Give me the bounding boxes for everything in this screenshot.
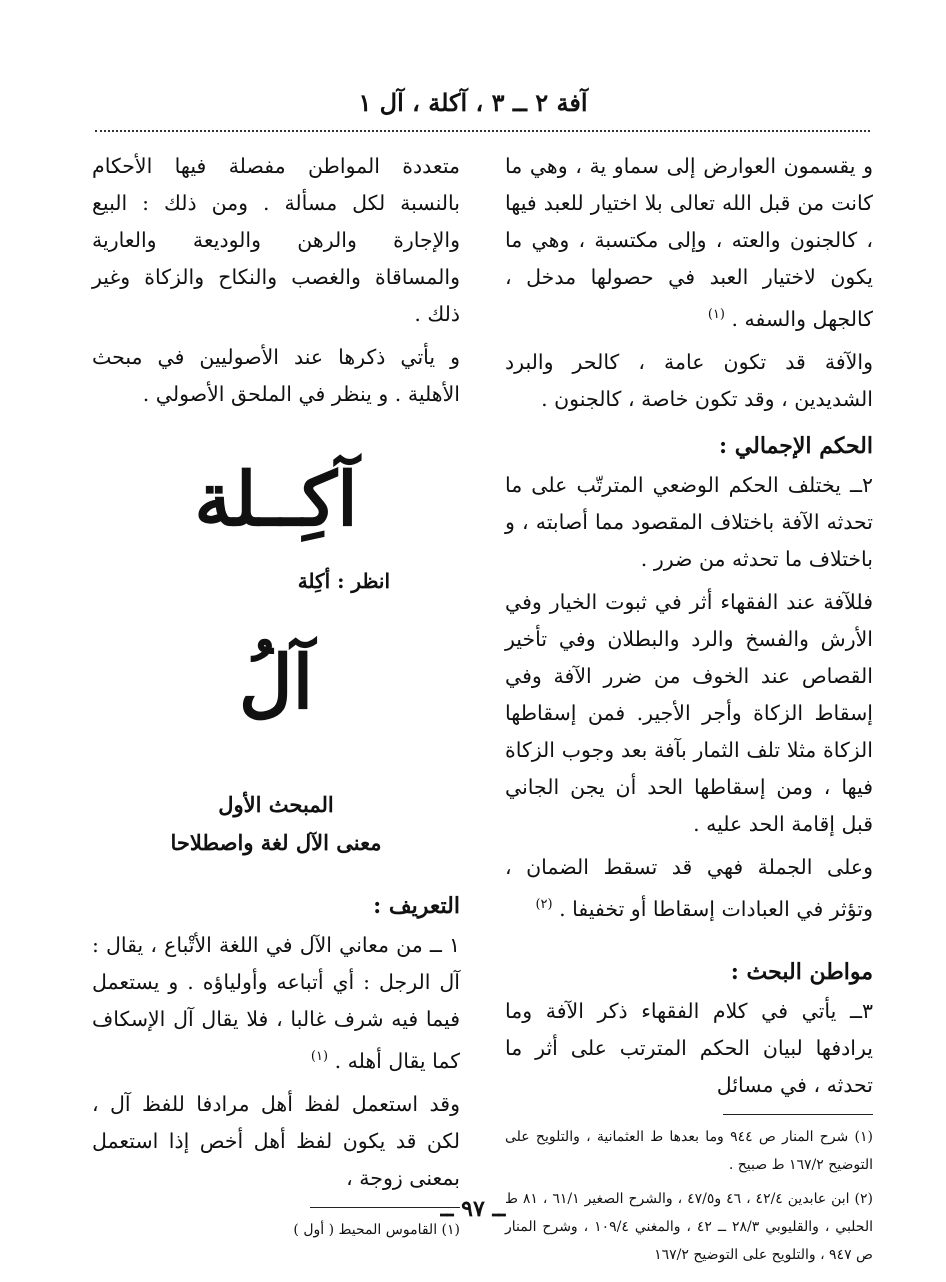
paragraph (505, 849, 873, 928)
paragraph: ٣ــ يأتي في كلام الفقهاء ذكر الآفة وما يرادفها لبيان الحكم المترتب على أثر ما تحدثه ، في مسائل (505, 998, 873, 1097)
right-column (505, 148, 873, 1275)
footnote-ref: (١) (310, 1049, 329, 1064)
entry-title: آكِــلة (194, 457, 358, 543)
footnote: (١) القاموس المحيط ( أول ) (293, 1221, 460, 1238)
paragraph: فللآفة عند الفقهاء أثر في ثبوت الخيار وفي الأرش والفسخ والرد والبطلان وفي تأخير القصاص عند الخوف من ضرر الآفة وفي إسقاط الزكاة وأجر الأجير. فمن إسقاطها الزكاة مثلا تلف الثمار بآفة بعد وجوب الزكاة فيها ، ومن إسقاطها الحد أن يجن الجاني قبل إقامة الحد عليه . (505, 589, 873, 836)
cross-reference: انظر : أكِلة (297, 569, 390, 593)
paragraph-text: ١ ــ من معاني الآل في اللغة الأتْباع ، يقال : آل الرجل : أي أتباعه وأولياؤه . و يستعمل فيما فيه شرف غالبا ، فلا يقال آل الإسكاف كما يقال أهله . (92, 933, 460, 1073)
paragraph: وقد استعمل لفظ أهل مرادفا للفظ آل ، لكن قد يكون لفظ أهل أخص إذا استعمل بمعنى زوجة ، (92, 1091, 460, 1190)
paragraph: و يأتي ذكرها عند الأصوليين في مبحث الأهلية . و ينظر في الملحق الأصولي . (92, 345, 460, 406)
paragraph (505, 148, 873, 338)
chapter-title: المبحث الأول (218, 792, 334, 817)
section-heading: التعريف : (373, 893, 460, 919)
footnote-ref: (٢) (535, 896, 553, 912)
left-column (92, 148, 460, 1250)
paragraph-text: وعلى الجملة فهي قد تسقط الضمان ، وتؤثر في العبادات إسقاطا أو تخفيفا . (505, 854, 873, 921)
header-dotted-rule (95, 130, 870, 132)
page-number: ــ ٩٧ ــ (440, 1196, 506, 1222)
paragraph-text: و يقسمون العوارض إلى سماو ية ، وهي ما كانت من قبل الله تعالى بلا اختيار للعبد فيها ، كالجنون والعته ، وإلى مكتسبة ، وهي ما يكون لاختيار العبد في حصولها مدخل ، كالجهل والسفه . (505, 154, 873, 331)
footnote: (٢) ابن عابدين ٤٢/٤ ، ٤٦ و٤٧/٥ ، والشرح الصغير ٦١/١ ، ٨١ ط الحلبي ، والقليوبي ٢٨/٣ ــ ٤٢ ، والمغني ١٠٩/٤ ، وشرح المنار ص ٩٤٧ ، والتلويح على التوضيح ١٦٧/٢ (505, 1190, 874, 1263)
footnote: (١) شرح المنار ص ٩٤٤ وما بعدها ط العثمانية ، والتلويح على التوضيح ١٦٧/٢ ط صبيح . (505, 1128, 873, 1173)
section-heading: مواطن البحث : (730, 958, 873, 985)
paragraph: والآفة قد تكون عامة ، كالحر والبرد الشديدين ، وقد تكون خاصة ، كالجنون . (505, 349, 873, 411)
footnote-rule (723, 1114, 873, 1115)
chapter-subtitle: معنى الآل لغة واصطلاحا (170, 830, 382, 855)
paragraph: متعددة المواطن مفصلة فيها الأحكام بالنسبة لكل مسألة . ومن ذلك : البيع والإجارة والرهن والوديعة والعارية والمساقاة والغصب والنكاح والزكاة وغير ذلك . (92, 154, 460, 326)
paragraph: ٢ــ يختلف الحكم الوضعي المترتّب على ما تحدثه الآفة باختلاف المقصود مما أصابته ، و باختلاف ما تحدثه من ضرر . (505, 472, 873, 571)
footnote-ref: (١) (707, 307, 725, 322)
section-heading: الحكم الإجمالي : (719, 432, 873, 459)
running-header: آفة ٢ ــ ٣ ، آكلة ، آل ١ (358, 88, 588, 117)
paragraph (92, 927, 460, 1080)
entry-title: آلُ (238, 640, 314, 726)
